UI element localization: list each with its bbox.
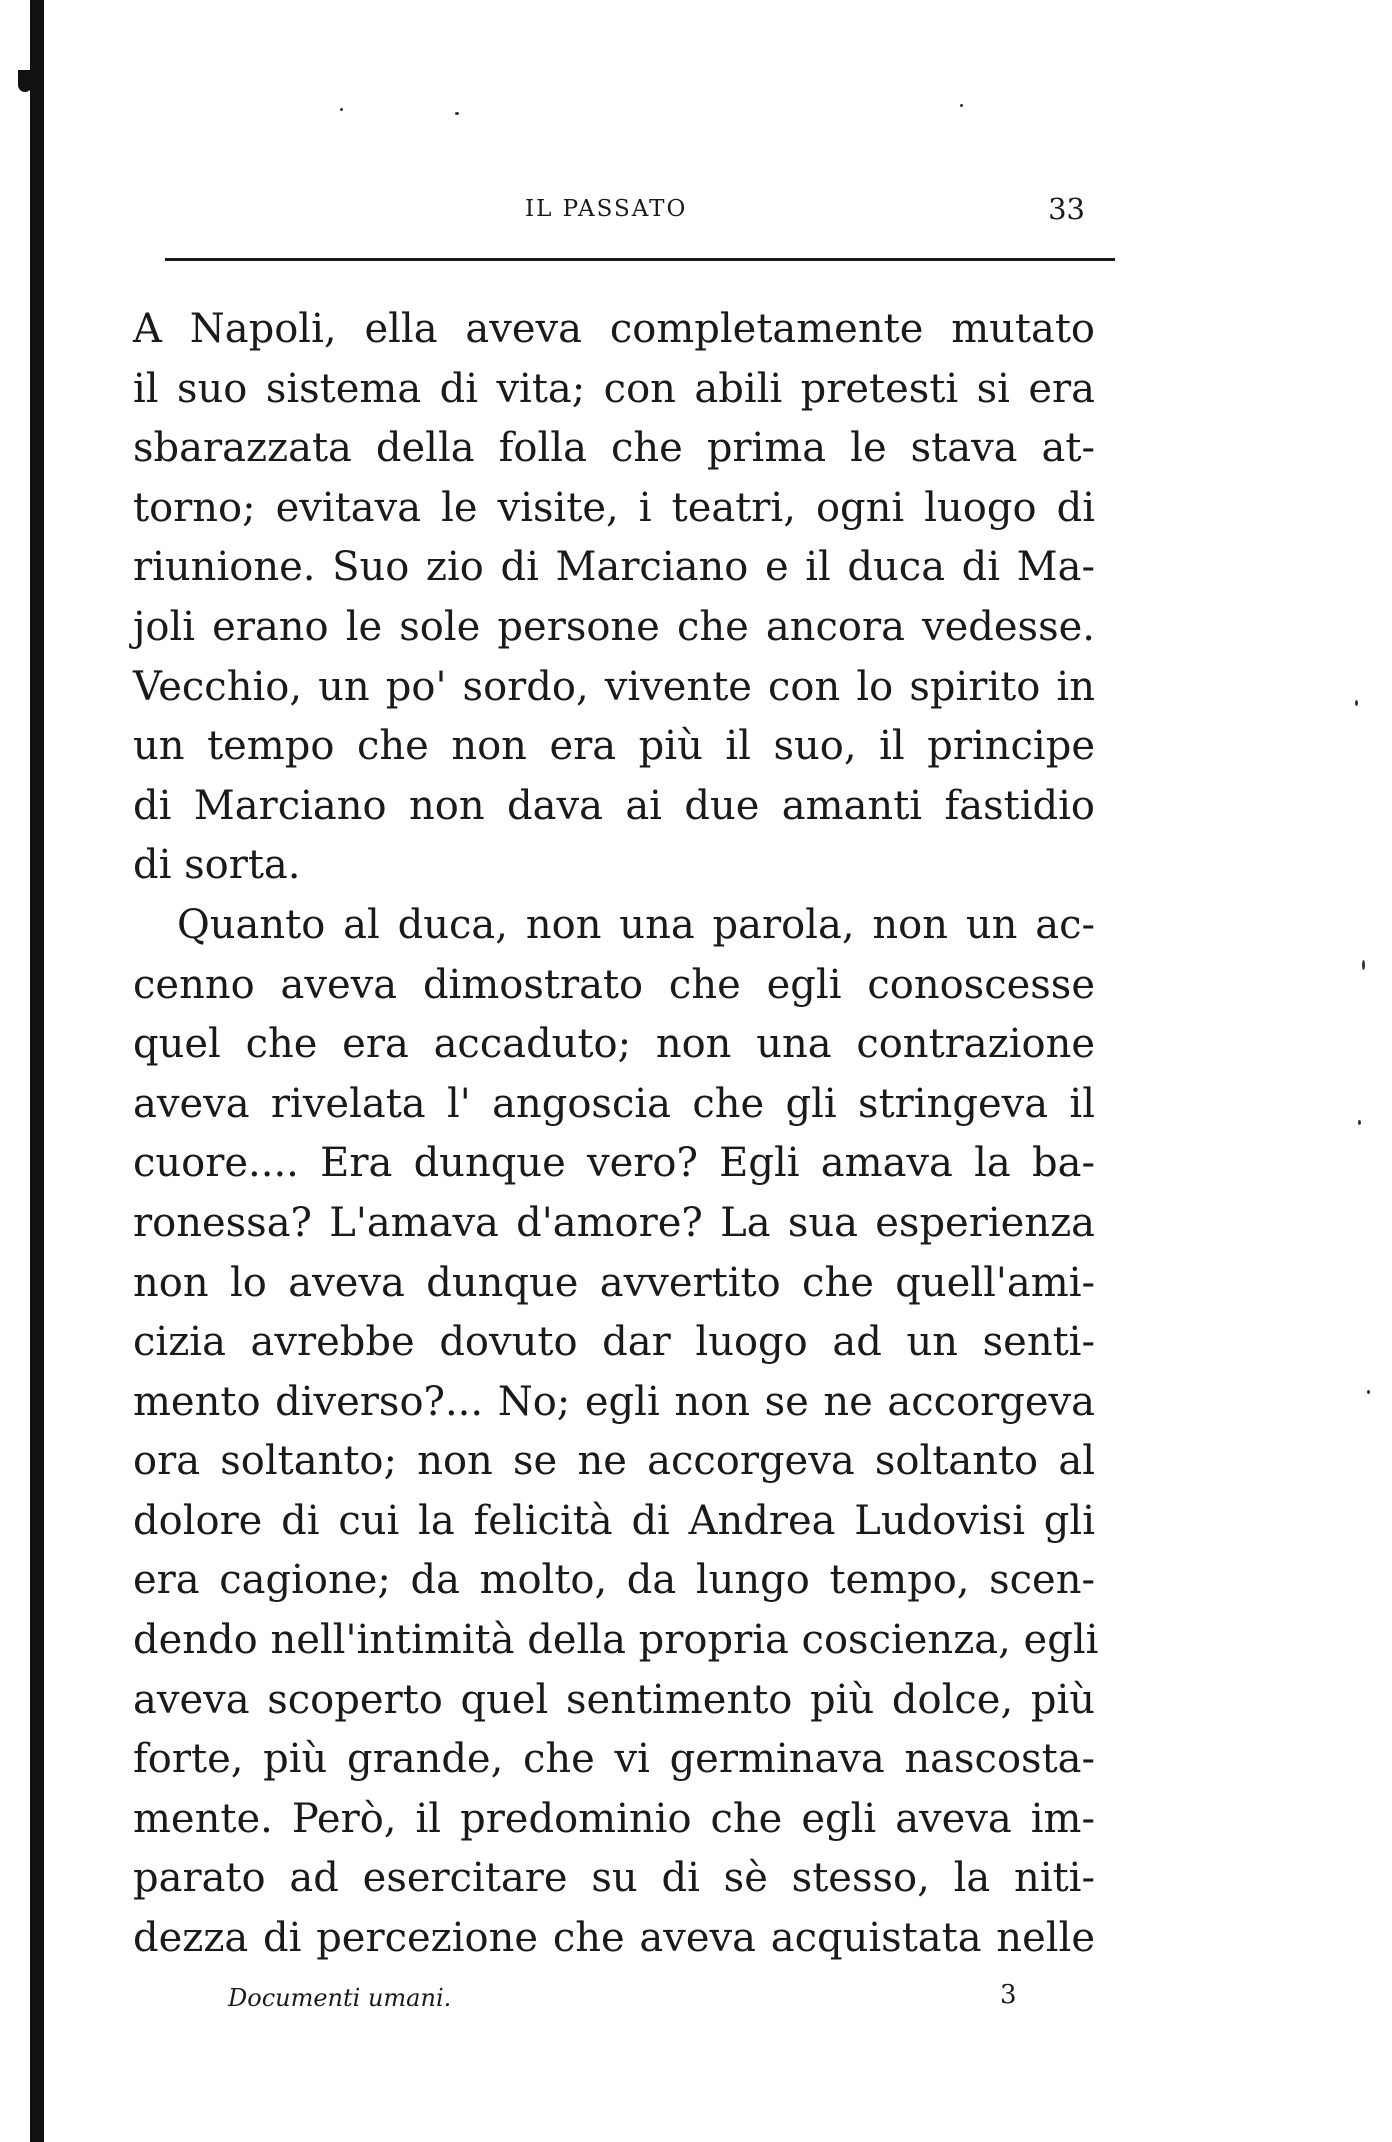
page-number: 33	[1048, 192, 1085, 226]
text-line: cuore.... Era dunque vero? Egli amava la ba-	[133, 1140, 1095, 1187]
text-line: Vecchio, un po' sordo, vivente con lo spirito in	[133, 663, 1095, 710]
scan-speck	[1358, 1120, 1361, 1125]
scan-speck	[340, 108, 343, 111]
text-line: era cagione; da molto, da lungo tempo, scen-	[133, 1557, 1095, 1604]
text-line: ora soltanto; non se ne accorgeva soltanto al	[133, 1438, 1095, 1485]
text-line: cizia avrebbe dovuto dar luogo ad un senti-	[133, 1319, 1095, 1366]
running-head	[150, 192, 1115, 236]
text-line: di Marciano non dava ai due amanti fastidio	[133, 782, 1095, 829]
text-line: torno; evitava le visite, i teatri, ogni luogo di	[133, 484, 1095, 531]
text-line: Quanto al duca, non una parola, non un ac-	[177, 901, 1095, 948]
text-line: aveva scoperto quel sentimento più dolce, più	[133, 1676, 1095, 1723]
text-line: mente. Però, il predominio che egli aveva im-	[133, 1795, 1095, 1842]
text-line: A Napoli, ella aveva completamente mutato	[133, 306, 1095, 352]
text-line: mento diverso?... No; egli non se ne accorgeva	[133, 1378, 1095, 1425]
text-line: dezza di percezione che aveva acquistata nelle	[133, 1915, 1095, 1962]
scan-speck	[1362, 960, 1365, 970]
text-line: dolore di cui la felicità di Andrea Ludovisi gli	[133, 1497, 1095, 1544]
scan-speck	[455, 112, 459, 115]
scan-speck	[1367, 1390, 1370, 1394]
text-line: cenno aveva dimostrato che egli conoscesse	[133, 961, 1095, 1008]
text-line: sbarazzata della folla che prima le stava at-	[133, 425, 1095, 472]
text-line: di sorta.	[133, 842, 301, 889]
paragraph	[133, 896, 1099, 1969]
scan-speck	[1355, 700, 1358, 706]
binding-notch	[18, 70, 32, 92]
text-line: il suo sistema di vita; con abili pretesti si era	[133, 365, 1095, 412]
sheet-mark: 3	[1000, 1980, 1017, 2010]
text-line: aveva rivelata l' angoscia che gli stringeva il	[133, 1080, 1095, 1127]
text-line: forte, più grande, che vi germinava nascosta-	[133, 1736, 1095, 1783]
text-line: un tempo che non era più il suo, il principe	[133, 723, 1095, 770]
signature-line: Documenti umani.	[228, 1984, 452, 2012]
text-line: dendo nell'intimità della propria coscienza, egli	[133, 1617, 1099, 1664]
running-title: IL PASSATO	[525, 196, 688, 222]
text-line: joli erano le sole persone che ancora vedesse.	[133, 603, 1095, 650]
binding-edge	[30, 0, 44, 2142]
scan-speck	[960, 104, 963, 107]
header-rule	[165, 258, 1115, 261]
text-line: ronessa? L'amava d'amore? La sua esperienza	[133, 1199, 1095, 1246]
paragraph	[133, 300, 1095, 896]
text-line: parato ad esercitare su di sè stesso, la niti-	[133, 1855, 1095, 1902]
text-line: quel che era accaduto; non una contrazione	[133, 1021, 1095, 1068]
text-line: non lo aveva dunque avvertito che quell'ami-	[133, 1259, 1095, 1306]
body-text	[133, 300, 1099, 1969]
text-line: riunione. Suo zio di Marciano e il duca di Ma-	[133, 544, 1095, 591]
